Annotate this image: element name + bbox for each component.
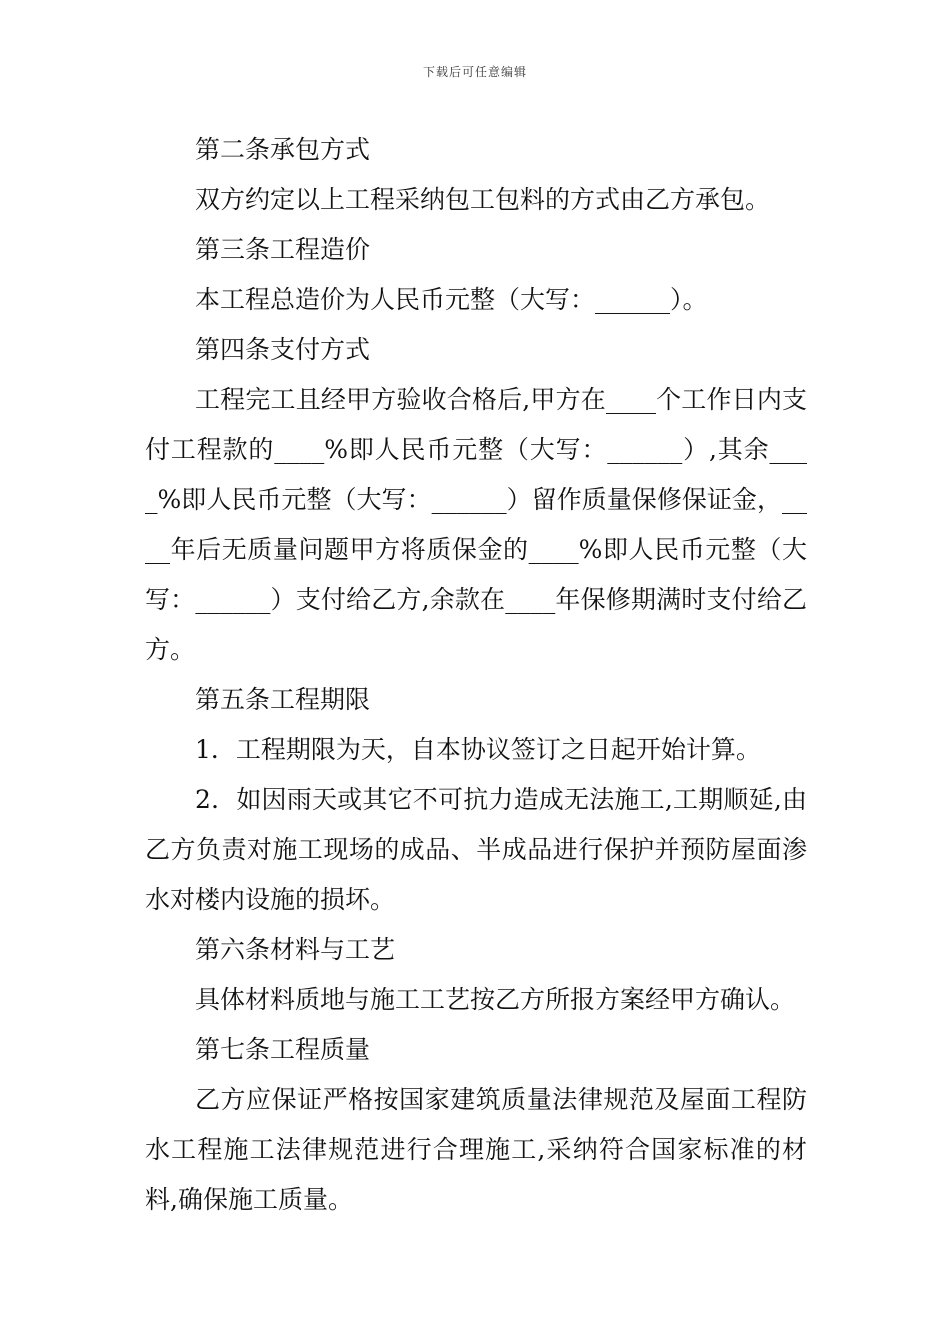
article-6-text: 具体材料质地与施工工艺按乙方所报方案经甲方确认。 — [195, 985, 796, 1014]
article-5-item-1: 1．工程期限为天，自本协议签订之日起开始计算。 — [195, 735, 761, 764]
article-7-heading: 第七条工程质量 — [195, 1035, 371, 1064]
article-3-text: 本工程总造价为人民币元整（大写：______）。 — [195, 285, 708, 314]
document-body — [145, 125, 807, 1225]
article-4-text: 工程完工且经甲方验收合格后,甲方在____个工作日内支付工程款的____%即人民币元整（大写：______）,其余____%即人民币元整（大写：______）留作质量保修保证金，____年后无质量问题甲方将质保金的____%即人民币元整（大写：______）支付给乙方,余款在____年保修期满时支付给乙方。 — [145, 385, 807, 664]
article-5-item-2: 2．如因雨天或其它不可抗力造成无法施工,工期顺延,由乙方负责对施工现场的成品、半成品进行保护并预防屋面渗水对楼内设施的损坏。 — [145, 785, 807, 914]
article-6-heading: 第六条材料与工艺 — [195, 935, 396, 964]
page-header-note: 下载后可任意编辑 — [422, 65, 527, 79]
article-2-text: 双方约定以上工程采纳包工包料的方式由乙方承包。 — [195, 185, 771, 214]
article-3-heading: 第三条工程造价 — [195, 235, 371, 264]
article-4-heading: 第四条支付方式 — [195, 335, 371, 364]
article-5-heading: 第五条工程期限 — [195, 685, 371, 714]
article-7-text: 乙方应保证严格按国家建筑质量法律规范及屋面工程防水工程施工法律规范进行合理施工,采纳符合国家标准的材料,确保施工质量。 — [145, 1085, 807, 1214]
article-2-heading: 第二条承包方式 — [195, 135, 371, 164]
